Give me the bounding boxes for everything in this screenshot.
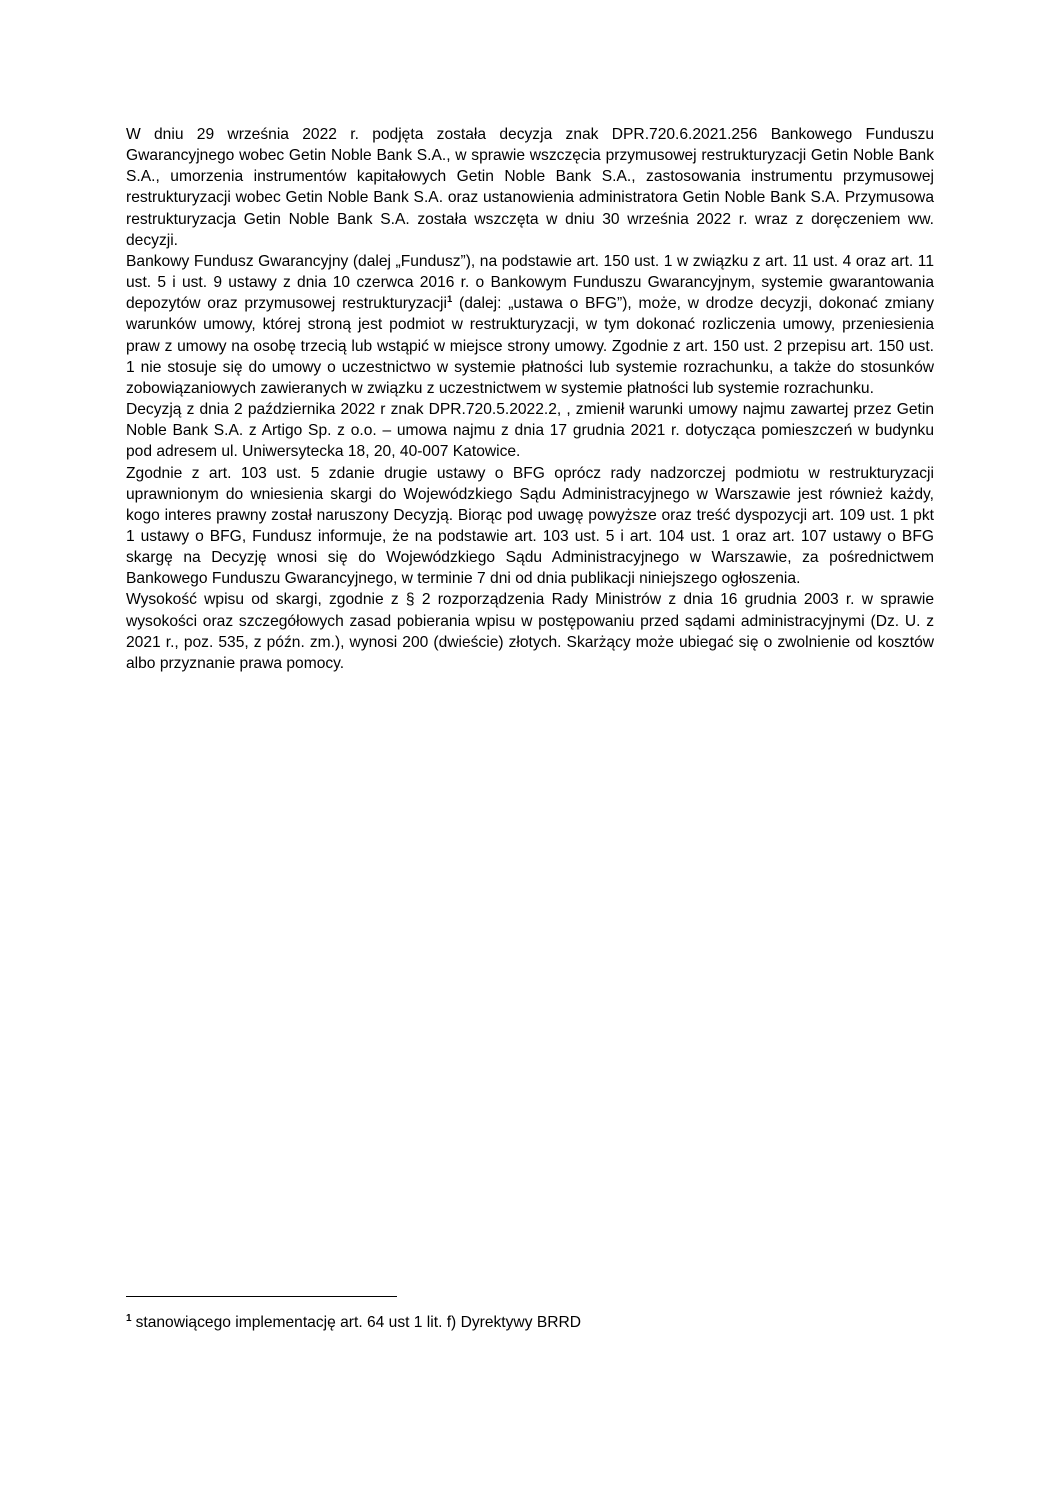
paragraph-fund-legal-basis-part2: (dalej: „ustawa o BFG”), może, w drodze decyzji, dokonać zmiany warunków umowy, której stroną jest podmiot w restrukturyzacji, w tym dokonać rozliczenia umowy, przeniesienia praw z umowy na osobę trzecią lub wstąpić w miejsce strony umowy. Zgodnie z art. 150 ust. 2 przepisu art. 150 ust. 1 nie stosuje się do umowy o uczestnictwo w systemie płatności lub systemie rozrachunku, a także do stosunków zobowiązaniowych zawieranych w związku z uczestnictwem w systemie płatności lub systemie rozrachunku. — [126, 295, 934, 397]
paragraph-complaint-rights: Zgodnie z art. 103 ust. 5 zdanie drugie ustawy o BFG oprócz rady nadzorczej podmiotu w restrukturyzacji uprawnionym do wniesienia skargi do Wojewódzkiego Sądu Administracyjnego w Warszawie jest również każdy, kogo interes prawny został naruszony Decyzją. Biorąc pod uwagę powyższe oraz treść dyspozycji art. 109 ust. 1 pkt 1 ustawy o BFG, Fundusz informuje, że na podstawie art. 103 ust. 5 i art. 104 ust. 1 oraz art. 107 ustawy o BFG skargę na Decyzję wnosi się do Wojewódzkiego Sądu Administracyjnego w Warszawie, za pośrednictwem Bankowego Funduszu Gwarancyjnego, w terminie 7 dni od dnia publikacji niniejszego ogłoszenia. — [126, 464, 934, 588]
footnote-number: 1 — [126, 1312, 132, 1324]
footnote-text: stanowiącego implementację art. 64 ust 1 lit. f) Dyrektywy BRRD — [135, 1314, 582, 1331]
paragraph-fund-legal-basis — [126, 251, 934, 399]
footnote — [126, 1313, 934, 1333]
paragraph-lease-decision: Decyzją z dnia 2 października 2022 r znak DPR.720.5.2022.2, , zmienił warunki umowy najmu zawartej przez Getin Noble Bank S.A. z Artigo Sp. z o.o. – umowa najmu z dnia 17 grudnia 2021 r. dotycząca pomieszczeń w budynku pod adresem ul. Uniwersytecka 18, 20, 40-007 Katowice. — [126, 401, 934, 461]
footnote-reference: 1 — [446, 294, 453, 306]
footnote-separator — [126, 1296, 397, 1297]
paragraph-fund-legal-basis-part1: Bankowy Fundusz Gwarancyjny (dalej „Fundusz”), na podstawie art. 150 ust. 1 w związku z art. 11 ust. 4 oraz art. 11 ust. 5 i ust. 9 ustawy z dnia 10 czerwca 2016 r. o Bankowym Funduszu Gwarancyjnym, systemie gwarantowania depozytów oraz przymusowej restrukturyzacji — [126, 252, 934, 313]
announcement-body — [126, 124, 934, 674]
paragraph-decision-intro: W dniu 29 września 2022 r. podjęta została decyzja znak DPR.720.6.2021.256 Bankowego Funduszu Gwarancyjnego wobec Getin Noble Bank S.A., w sprawie wszczęcia przymusowej restrukturyzacji Getin Noble Bank S.A., umorzenia instrumentów kapitałowych Getin Noble Bank S.A., zastosowania instrumentu przymusowej restrukturyzacji wobec Getin Noble Bank S.A. oraz ustanowienia administratora Getin Noble Bank S.A. Przymusowa restrukturyzacja Getin Noble Bank S.A. została wszczęta w dniu 30 września 2022 r. wraz z doręczeniem ww. decyzji. — [126, 126, 934, 249]
paragraph-complaint-fee: Wysokość wpisu od skargi, zgodnie z § 2 rozporządzenia Rady Ministrów z dnia 16 grudnia 2003 r. w sprawie wysokości oraz szczegółowych zasad pobierania wpisu w postępowaniu przed sądami administracyjnymi (Dz. U. z 2021 r., poz. 535, z późn. zm.), wynosi 200 (dwieście) złotych. Skarżący może ubiegać się o zwolnienie od kosztów albo przyznanie prawa pomocy. — [126, 591, 934, 672]
